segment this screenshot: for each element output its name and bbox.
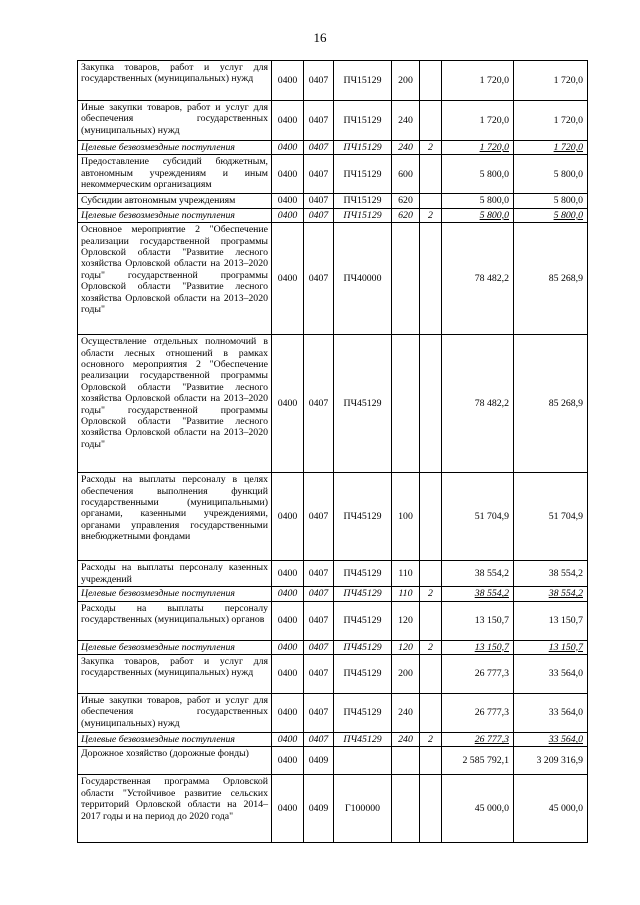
row-subsection: 0407: [304, 473, 334, 561]
row-name: Целевые безвозмездные поступления: [78, 733, 272, 747]
row-code: [420, 694, 442, 733]
row-target: ПЧ45129: [334, 561, 392, 587]
row-vr: 100: [392, 473, 420, 561]
row-section: 0400: [272, 733, 304, 747]
row-sum-1: 51 704,9: [442, 473, 514, 561]
row-target: ПЧ45129: [334, 473, 392, 561]
row-name: Субсидии автономным учреждениям: [78, 194, 272, 208]
row-sum-2: 3 209 316,9: [514, 747, 588, 775]
table-row: [78, 747, 588, 775]
row-code: [420, 335, 442, 473]
row-name: Расходы на выплаты персоналу государственных (муниципальных) органов: [78, 601, 272, 640]
table-row: [78, 335, 588, 473]
row-sum-1: 1 720,0: [442, 141, 514, 155]
table-row: [78, 694, 588, 733]
table-row: [78, 61, 588, 101]
row-target: ПЧ40000: [334, 223, 392, 335]
row-section: 0400: [272, 335, 304, 473]
row-sum-2: 85 268,9: [514, 223, 588, 335]
table-row: [78, 775, 588, 843]
row-name: Закупка товаров, работ и услуг для государственных (муниципальных) нужд: [78, 61, 272, 101]
row-code: [420, 775, 442, 843]
row-sum-1: 38 554,2: [442, 587, 514, 601]
row-subsection: 0407: [304, 587, 334, 601]
row-name: Расходы на выплаты персоналу казенных учреждений: [78, 561, 272, 587]
row-vr: 120: [392, 601, 420, 640]
row-vr: 240: [392, 141, 420, 155]
row-target: ПЧ45129: [334, 733, 392, 747]
table-row: [78, 141, 588, 155]
row-name: Иные закупки товаров, работ и услуг для обеспечения государственных (муниципальных) нужд: [78, 694, 272, 733]
row-section: 0400: [272, 194, 304, 208]
row-name: Государственная программа Орловской области "Устойчивое развитие сельских территорий Орловской области на 2014–2017 годы и на период до 2020 года": [78, 775, 272, 843]
row-sum-2: 33 564,0: [514, 655, 588, 694]
row-sum-1: 26 777,3: [442, 655, 514, 694]
table-row: [78, 733, 588, 747]
row-sum-2: 5 800,0: [514, 208, 588, 222]
row-target: ПЧ45129: [334, 694, 392, 733]
row-code: 2: [420, 587, 442, 601]
row-target: ПЧ15129: [334, 101, 392, 141]
row-name: Целевые безвозмездные поступления: [78, 141, 272, 155]
row-sum-1: 5 800,0: [442, 208, 514, 222]
row-name: Осуществление отдельных полномочий в области лесных отношений в рамках основного мероприятия 2 "Обеспечение реализации государственной программы Орловской области "Развитие лесного хозяйства Орловской области на 2013–2020 годы" государственной программы Орловской области "Развитие лесного хозяйства Орловской области на 2013–2020 годы": [78, 335, 272, 473]
row-sum-2: 1 720,0: [514, 61, 588, 101]
row-section: 0400: [272, 640, 304, 654]
row-section: 0400: [272, 747, 304, 775]
row-subsection: 0407: [304, 561, 334, 587]
row-name: Закупка товаров, работ и услуг для государственных (муниципальных) нужд: [78, 655, 272, 694]
table-row: [78, 601, 588, 640]
page-number: 16: [313, 30, 327, 45]
row-vr: 200: [392, 61, 420, 101]
row-code: [420, 561, 442, 587]
row-code: [420, 61, 442, 101]
row-name: Расходы на выплаты персоналу в целях обеспечения выполнения функций государственными (муниципальными) органами, казенными учреждениями, органами управления государственными внебюджетными фондами: [78, 473, 272, 561]
row-sum-2: 5 800,0: [514, 194, 588, 208]
row-section: 0400: [272, 208, 304, 222]
row-target: Г100000: [334, 775, 392, 843]
row-vr: 240: [392, 101, 420, 141]
row-code: [420, 601, 442, 640]
row-name: Целевые безвозмездные поступления: [78, 587, 272, 601]
row-sum-1: 13 150,7: [442, 640, 514, 654]
table-row: [78, 208, 588, 222]
table-row: [78, 101, 588, 141]
row-subsection: 0407: [304, 223, 334, 335]
row-section: 0400: [272, 155, 304, 194]
row-subsection: 0407: [304, 141, 334, 155]
row-section: 0400: [272, 561, 304, 587]
row-subsection: 0407: [304, 194, 334, 208]
row-sum-2: 51 704,9: [514, 473, 588, 561]
table-row: [78, 561, 588, 587]
budget-table: [77, 60, 588, 843]
row-section: 0400: [272, 473, 304, 561]
row-sum-1: 13 150,7: [442, 601, 514, 640]
row-subsection: 0407: [304, 101, 334, 141]
row-vr: 200: [392, 655, 420, 694]
row-sum-2: 1 720,0: [514, 141, 588, 155]
row-target: ПЧ45129: [334, 640, 392, 654]
row-sum-2: 33 564,0: [514, 733, 588, 747]
table-row: [78, 194, 588, 208]
row-subsection: 0407: [304, 335, 334, 473]
row-target: ПЧ15129: [334, 208, 392, 222]
row-name: Целевые безвозмездные поступления: [78, 640, 272, 654]
row-code: 2: [420, 141, 442, 155]
row-subsection: 0407: [304, 694, 334, 733]
row-vr: [392, 747, 420, 775]
table-row: [78, 155, 588, 194]
row-sum-1: 5 800,0: [442, 155, 514, 194]
row-subsection: 0407: [304, 733, 334, 747]
row-section: 0400: [272, 601, 304, 640]
row-sum-1: 26 777,3: [442, 694, 514, 733]
row-sum-2: 33 564,0: [514, 694, 588, 733]
row-code: [420, 223, 442, 335]
row-vr: [392, 335, 420, 473]
row-name: Иные закупки товаров, работ и услуг для обеспечения государственных (муниципальных) нужд: [78, 101, 272, 141]
row-code: [420, 101, 442, 141]
row-vr: 240: [392, 733, 420, 747]
row-subsection: 0407: [304, 640, 334, 654]
row-target: ПЧ15129: [334, 155, 392, 194]
row-subsection: 0407: [304, 208, 334, 222]
row-sum-1: 45 000,0: [442, 775, 514, 843]
table-row: [78, 473, 588, 561]
row-target: ПЧ15129: [334, 141, 392, 155]
row-sum-2: 38 554,2: [514, 587, 588, 601]
row-target: ПЧ15129: [334, 194, 392, 208]
row-target: ПЧ45129: [334, 335, 392, 473]
row-vr: 620: [392, 208, 420, 222]
row-name: Целевые безвозмездные поступления: [78, 208, 272, 222]
row-code: 2: [420, 733, 442, 747]
row-code: [420, 473, 442, 561]
table-row: [78, 587, 588, 601]
row-section: 0400: [272, 775, 304, 843]
row-target: ПЧ45129: [334, 655, 392, 694]
row-vr: 600: [392, 155, 420, 194]
row-vr: [392, 775, 420, 843]
row-code: [420, 747, 442, 775]
row-subsection: 0407: [304, 61, 334, 101]
row-sum-1: 2 585 792,1: [442, 747, 514, 775]
row-subsection: 0407: [304, 601, 334, 640]
row-subsection: 0407: [304, 155, 334, 194]
table-row: [78, 655, 588, 694]
row-code: [420, 155, 442, 194]
row-subsection: 0407: [304, 655, 334, 694]
row-vr: 240: [392, 694, 420, 733]
row-vr: 620: [392, 194, 420, 208]
row-sum-2: 13 150,7: [514, 640, 588, 654]
row-name: Дорожное хозяйство (дорожные фонды): [78, 747, 272, 775]
row-subsection: 0409: [304, 775, 334, 843]
row-sum-2: 1 720,0: [514, 101, 588, 141]
row-section: 0400: [272, 61, 304, 101]
row-code: [420, 194, 442, 208]
row-code: 2: [420, 640, 442, 654]
row-section: 0400: [272, 655, 304, 694]
row-name: Предоставление субсидий бюджетным, автономным учреждениям и иным некоммерческим организациям: [78, 155, 272, 194]
table-row: [78, 223, 588, 335]
row-sum-2: 85 268,9: [514, 335, 588, 473]
row-vr: 110: [392, 561, 420, 587]
row-sum-1: 5 800,0: [442, 194, 514, 208]
row-vr: [392, 223, 420, 335]
row-code: [420, 655, 442, 694]
row-section: 0400: [272, 694, 304, 733]
row-section: 0400: [272, 141, 304, 155]
row-section: 0400: [272, 101, 304, 141]
row-sum-2: 45 000,0: [514, 775, 588, 843]
row-subsection: 0409: [304, 747, 334, 775]
row-sum-1: 1 720,0: [442, 101, 514, 141]
row-sum-1: 78 482,2: [442, 223, 514, 335]
row-target: [334, 747, 392, 775]
row-name: Основное мероприятие 2 "Обеспечение реализации государственной программы Орловской области "Развитие лесного хозяйства Орловской области на 2013–2020 годы" государственной программы Орловской области "Развитие лесного хозяйства Орловской области на 2013–2020 годы": [78, 223, 272, 335]
row-sum-2: 5 800,0: [514, 155, 588, 194]
row-target: ПЧ15129: [334, 61, 392, 101]
row-sum-2: 38 554,2: [514, 561, 588, 587]
row-sum-1: 26 777,3: [442, 733, 514, 747]
row-section: 0400: [272, 587, 304, 601]
table-row: [78, 640, 588, 654]
row-sum-2: 13 150,7: [514, 601, 588, 640]
row-section: 0400: [272, 223, 304, 335]
row-vr: 120: [392, 640, 420, 654]
row-sum-1: 38 554,2: [442, 561, 514, 587]
row-sum-1: 1 720,0: [442, 61, 514, 101]
row-vr: 110: [392, 587, 420, 601]
row-target: ПЧ45129: [334, 601, 392, 640]
row-sum-1: 78 482,2: [442, 335, 514, 473]
row-code: 2: [420, 208, 442, 222]
row-target: ПЧ45129: [334, 587, 392, 601]
